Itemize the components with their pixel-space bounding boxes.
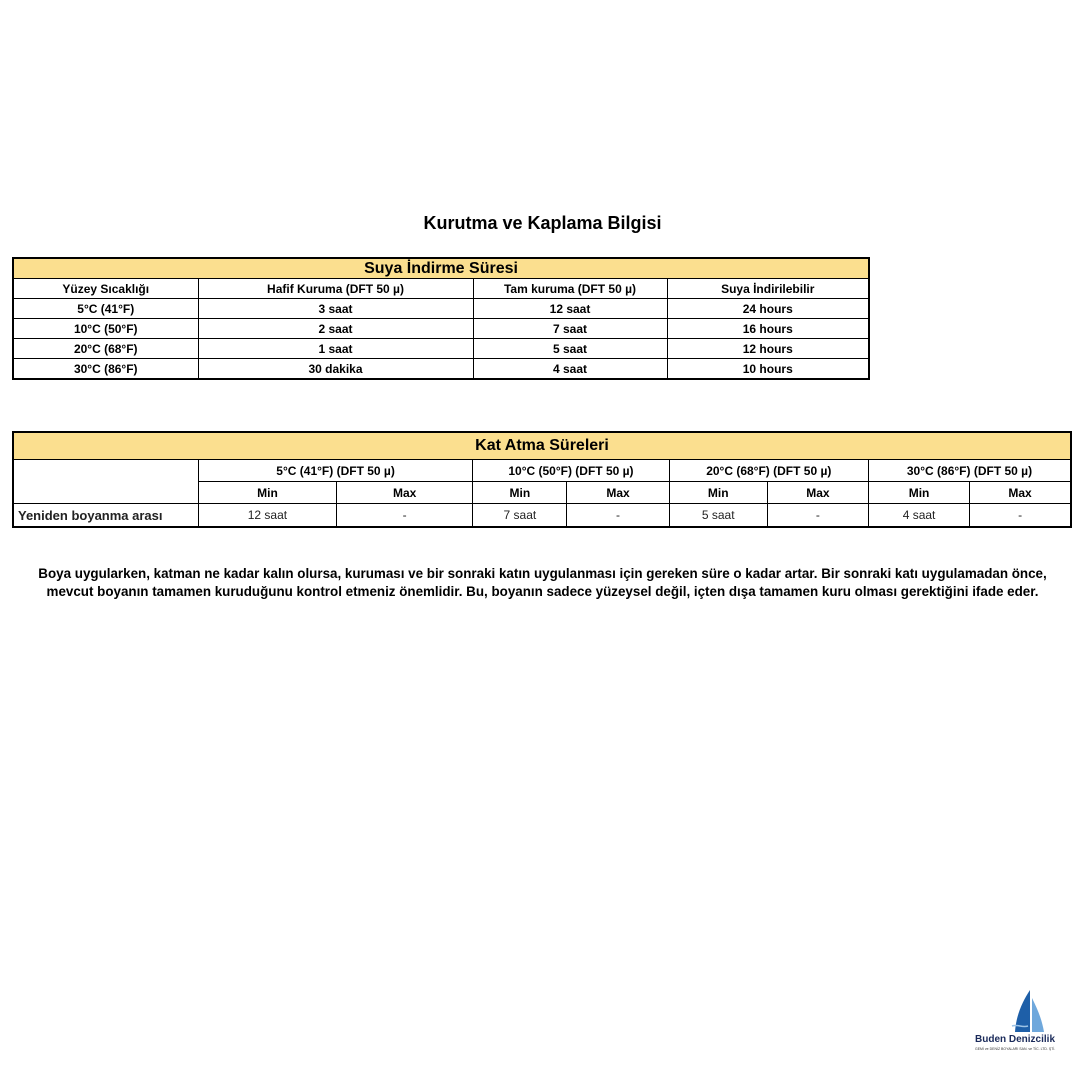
table-row — [13, 319, 869, 339]
table-cell: - — [767, 504, 868, 528]
table-cell: 30 dakika — [198, 359, 473, 380]
max-header: Max — [767, 482, 868, 504]
header-cell: Suya İndirilebilir — [667, 279, 869, 299]
header-cell: Yüzey Sıcaklığı — [13, 279, 198, 299]
recoat-group-row — [13, 460, 1071, 482]
table-cell: 24 hours — [667, 299, 869, 319]
info-note: Boya uygularken, katman ne kadar kalın olursa, kuruması ve bir sonraki katın uygulanması için gereken süre o kadar artar. Bir sonraki katı uygulamadan önce, mevcut boyanın tamamen kuruduğunu kontrol etmeniz önemlidir. Bu, boyanın sadece yüzeysel değil, içten dışa tamamen kuru olması gerektiğini ifade eder. — [38, 566, 1047, 599]
table-cell: 20°C (68°F) — [13, 339, 198, 359]
table-cell: 4 saat — [868, 504, 969, 528]
table-cell: 10 hours — [667, 359, 869, 380]
recoat-table — [12, 431, 1072, 528]
min-header: Min — [473, 482, 567, 504]
table-cell: 12 hours — [667, 339, 869, 359]
logo-subtitle: GEMİ ve DENİZ BOYALARI SAN. ve TİC. LTD. ŞTİ. — [975, 1047, 1056, 1051]
table-cell: - — [567, 504, 669, 528]
group-header: 5°C (41°F) (DFT 50 µ) — [198, 460, 472, 482]
max-header: Max — [970, 482, 1071, 504]
page-title: Kurutma ve Kaplama Bilgisi — [423, 213, 662, 233]
max-header: Max — [567, 482, 669, 504]
empty-corner-cell — [13, 460, 198, 504]
table-cell: - — [337, 504, 473, 528]
drying-table — [12, 257, 870, 380]
min-header: Min — [669, 482, 767, 504]
header-cell: Tam kuruma (DFT 50 µ) — [473, 279, 667, 299]
min-header: Min — [868, 482, 969, 504]
table-cell: 4 saat — [473, 359, 667, 380]
table-cell: 5°C (41°F) — [13, 299, 198, 319]
row-label: Yeniden boyanma arası — [13, 504, 198, 528]
table-cell: 16 hours — [667, 319, 869, 339]
table-cell: 1 saat — [198, 339, 473, 359]
recoat-table-caption: Kat Atma Süreleri — [13, 432, 1071, 460]
table-cell: 7 saat — [473, 504, 567, 528]
table-cell: 10°C (50°F) — [13, 319, 198, 339]
table-row — [13, 359, 869, 380]
group-header: 30°C (86°F) (DFT 50 µ) — [868, 460, 1071, 482]
table-cell: 12 saat — [473, 299, 667, 319]
group-header: 20°C (68°F) (DFT 50 µ) — [669, 460, 868, 482]
table-cell: 5 saat — [473, 339, 667, 359]
table-cell: 2 saat — [198, 319, 473, 339]
group-header: 10°C (50°F) (DFT 50 µ) — [473, 460, 669, 482]
table-row — [13, 504, 1071, 528]
table-row — [13, 299, 869, 319]
table-row — [13, 339, 869, 359]
table-cell: 30°C (86°F) — [13, 359, 198, 380]
drying-table-caption: Suya İndirme Süresi — [13, 258, 869, 279]
drying-table-header-row — [13, 279, 869, 299]
table-cell: 5 saat — [669, 504, 767, 528]
table-cell: 3 saat — [198, 299, 473, 319]
table-cell: 7 saat — [473, 319, 667, 339]
table-cell: - — [970, 504, 1071, 528]
max-header: Max — [337, 482, 473, 504]
min-header: Min — [198, 482, 336, 504]
logo-name: Buden Denizcilik — [975, 1034, 1056, 1045]
header-cell: Hafif Kuruma (DFT 50 µ) — [198, 279, 473, 299]
table-cell: 12 saat — [198, 504, 336, 528]
